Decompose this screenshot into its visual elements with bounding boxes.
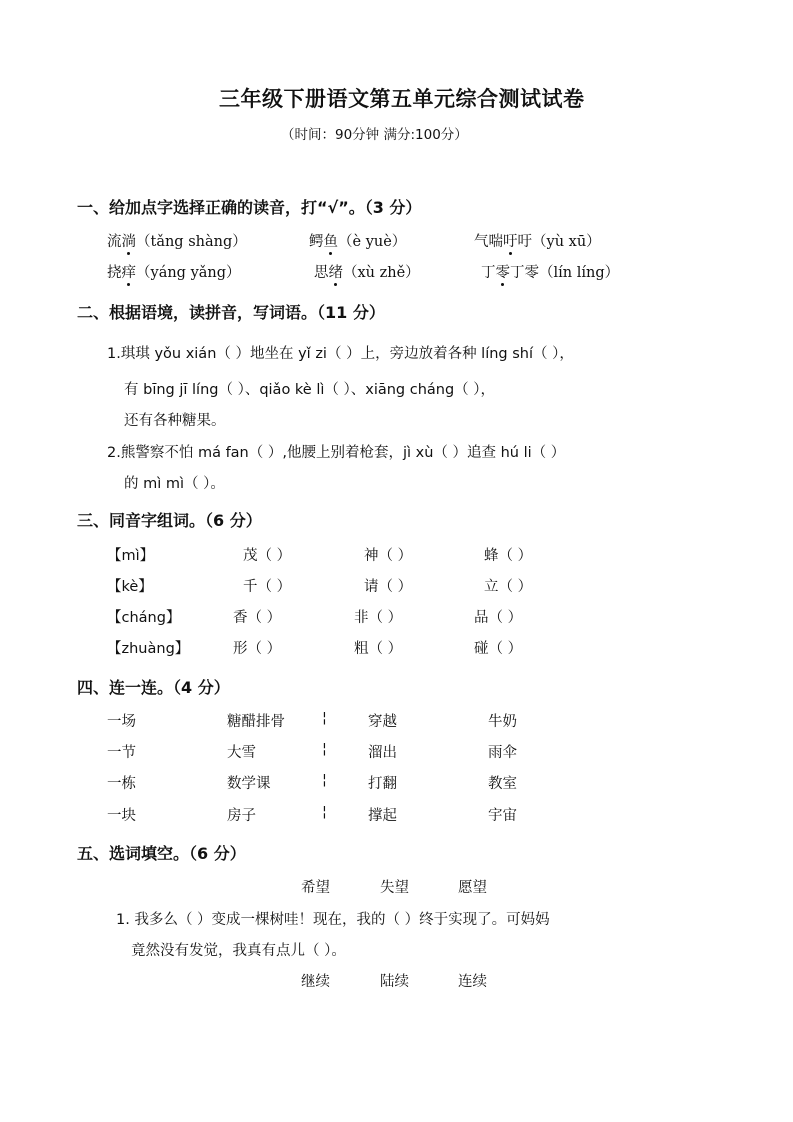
s4-right-noun-1: 牛奶 xyxy=(488,714,517,730)
s2-line-3: 还有各种糖果。 xyxy=(124,413,226,429)
s2-line-4: 2.熊警察不怕 má fan（ ）,他腰上别着枪套，jì xù（ ）追查 hú li（ ） xyxy=(107,445,566,461)
page-subtitle: （时间：90分钟 满分:100分） xyxy=(281,127,468,143)
s1-item-1-pinyin: （tǎng shàng） xyxy=(136,234,247,250)
s3-row-3-item-2: 非（ ） xyxy=(354,610,403,626)
section-4-heading: 四、连一连。（4 分） xyxy=(77,678,230,697)
s5-word-option-1: 希望 xyxy=(301,880,330,896)
s3-row-3-item-1: 香（ ） xyxy=(233,610,282,626)
s1-item-1-dotted-char: 淌 xyxy=(122,230,137,251)
s3-row-1-item-1: 茂（ ） xyxy=(243,548,292,564)
s1-item-6-char: 丁 xyxy=(481,265,496,281)
s4-left-measure-1: 一场 xyxy=(107,714,136,730)
s1-item-4-pinyin: （yáng yǎng） xyxy=(136,265,241,281)
s1-item-6-char-after: 丁零 xyxy=(510,265,539,281)
s1-item-5 xyxy=(314,261,420,282)
s5-word-option-5: 陆续 xyxy=(380,974,409,990)
s1-item-4-dotted-char: 痒 xyxy=(122,261,137,282)
s4-left-measure-2: 一节 xyxy=(107,745,136,761)
s3-row-1-item-2: 神（ ） xyxy=(364,548,413,564)
s4-divider-4: ¦ xyxy=(322,804,327,820)
s2-line-2: 有 bīng jī líng（ ）、qiǎo kè lì（ ）、xiāng cháng（ ）， xyxy=(124,382,496,398)
s5-word-option-2: 失望 xyxy=(380,880,409,896)
s1-item-3-char: 气喘 xyxy=(474,234,503,250)
s1-item-5-pinyin: （xù zhě） xyxy=(343,265,420,281)
s5-word-option-3: 愿望 xyxy=(458,880,487,896)
s3-row-4-item-3: 碰（ ） xyxy=(474,641,523,657)
s5-word-option-4: 继续 xyxy=(301,974,330,990)
s3-row-2-item-2: 请（ ） xyxy=(364,579,413,595)
s3-row-2-label: 【kè】 xyxy=(107,579,153,595)
s3-row-4-item-2: 粗（ ） xyxy=(354,641,403,657)
s4-right-noun-2: 雨伞 xyxy=(488,745,517,761)
s1-item-2-pinyin: （è yuè） xyxy=(338,234,407,250)
section-1-heading: 一、给加点字选择正确的读音，打“√”。（3 分） xyxy=(77,198,422,217)
s4-divider-3: ¦ xyxy=(322,772,327,788)
section-3-heading: 三、同音字组词。（6 分） xyxy=(77,511,262,530)
s3-row-1-item-3: 蜂（ ） xyxy=(484,548,533,564)
s1-item-3-char-after: 吁 xyxy=(517,234,532,250)
s4-left-noun-1: 糖醋排骨 xyxy=(227,714,285,730)
s4-right-noun-3: 教室 xyxy=(488,776,517,792)
s2-line-5: 的 mì mì（ ）。 xyxy=(124,476,225,492)
s1-item-3-pinyin: （yù xū） xyxy=(532,234,601,250)
s1-item-6 xyxy=(481,261,619,282)
s3-row-3-label: 【cháng】 xyxy=(107,610,181,626)
s5-word-option-6: 连续 xyxy=(458,974,487,990)
s5-question-1-line-2: 竟然没有发觉，我真有点儿（ ）。 xyxy=(131,943,346,959)
s1-item-6-dotted-char: 零 xyxy=(496,261,511,282)
s1-item-6-pinyin: （lín líng） xyxy=(539,265,620,281)
s1-item-3-dotted-char: 吁 xyxy=(503,230,518,251)
s4-right-noun-4: 宇宙 xyxy=(488,808,517,824)
s2-line-1: 1.琪琪 yǒu xián（ ）地坐在 yǐ zi（ ）上，旁边放着各种 líng shí（ ）， xyxy=(107,346,574,362)
s1-item-5-dotted-char: 绪 xyxy=(329,261,344,282)
s3-row-2-item-1: 千（ ） xyxy=(243,579,292,595)
s1-item-2-dotted-char: 鱼 xyxy=(324,230,339,251)
section-2-heading: 二、根据语境，读拼音，写词语。（11 分） xyxy=(77,303,385,322)
s1-item-4 xyxy=(107,261,241,282)
s1-item-4-char: 挠 xyxy=(107,265,122,281)
s1-item-1 xyxy=(107,230,247,251)
s4-left-noun-4: 房子 xyxy=(227,808,256,824)
s4-left-noun-3: 数学课 xyxy=(227,776,271,792)
page-title: 三年级下册语文第五单元综合测试试卷 xyxy=(219,87,585,111)
s3-row-3-item-3: 品（ ） xyxy=(474,610,523,626)
s4-divider-1: ¦ xyxy=(322,710,327,726)
s4-right-verb-3: 打翻 xyxy=(368,776,397,792)
s4-right-verb-1: 穿越 xyxy=(368,714,397,730)
s3-row-1-label: 【mì】 xyxy=(107,548,155,564)
s1-item-2 xyxy=(309,230,406,251)
s5-question-1-line-1: 1. 我多么（ ）变成一棵树哇！现在，我的（ ）终于实现了。可妈妈 xyxy=(116,912,550,928)
s4-left-measure-3: 一栋 xyxy=(107,776,136,792)
s3-row-2-item-3: 立（ ） xyxy=(484,579,533,595)
s4-left-noun-2: 大雪 xyxy=(227,745,256,761)
s1-item-2-char: 鳄 xyxy=(309,234,324,250)
s3-row-4-label: 【zhuàng】 xyxy=(107,641,190,657)
s3-row-4-item-1: 形（ ） xyxy=(233,641,282,657)
s4-divider-2: ¦ xyxy=(322,741,327,757)
s4-right-verb-4: 撑起 xyxy=(368,808,397,824)
section-5-heading: 五、选词填空。（6 分） xyxy=(77,844,246,863)
s1-item-5-char: 思 xyxy=(314,265,329,281)
s4-right-verb-2: 溜出 xyxy=(368,745,397,761)
s1-item-3 xyxy=(474,230,601,251)
s4-left-measure-4: 一块 xyxy=(107,808,136,824)
s1-item-1-char: 流 xyxy=(107,234,122,250)
